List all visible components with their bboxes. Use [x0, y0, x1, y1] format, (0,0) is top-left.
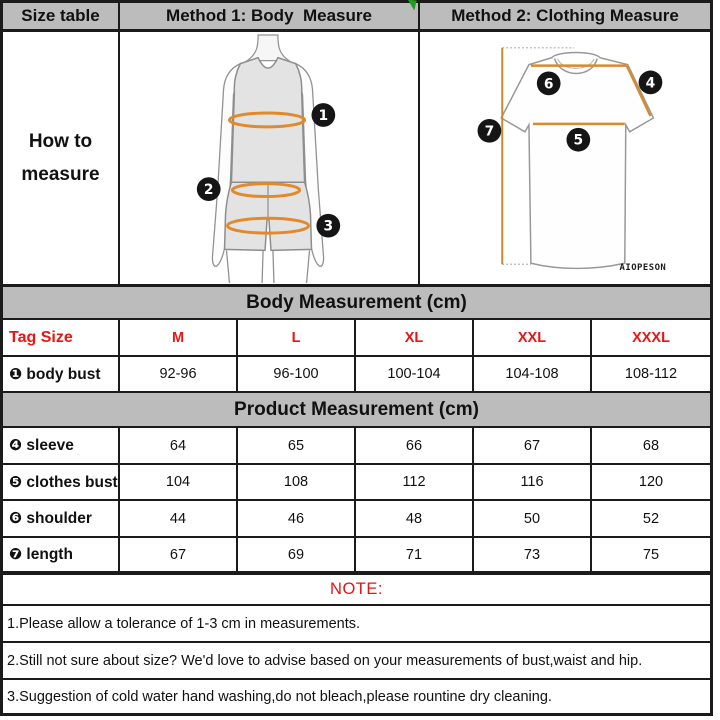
cell-value: 50: [474, 501, 592, 536]
how-to-measure-label: How to measure: [3, 32, 120, 284]
clothes-bust-row: [3, 465, 710, 501]
tshirt-illustration: [420, 32, 710, 284]
shoulder-row: [3, 501, 710, 538]
diagram-row: [3, 32, 710, 287]
cell-value: 108: [238, 465, 356, 499]
figure-neck: [247, 35, 289, 61]
measure-badge-3: [316, 214, 340, 238]
svg-text:6: 6: [543, 76, 554, 93]
cell-value: 116: [474, 465, 592, 499]
cell-value: 66: [356, 428, 474, 463]
measure-badge-5: [566, 128, 590, 152]
cell-value: 96-100: [238, 357, 356, 391]
method1-header: Method 1: Body Measure: [120, 3, 420, 29]
cell-value: 100-104: [356, 357, 474, 391]
cell-value: 68: [642, 437, 660, 454]
tag-size-label: Tag Size: [3, 320, 120, 355]
brand-label: AIOPESON: [619, 263, 667, 274]
size-header-xxxl: XXXL: [632, 329, 670, 346]
cell-value: 48: [356, 501, 474, 536]
method2-header: Method 2: Clothing Measure: [451, 6, 679, 25]
sleeve-row: [3, 428, 710, 465]
svg-text:4: 4: [645, 75, 656, 92]
measure-badge-7: [478, 119, 502, 143]
cell-value: 52: [642, 510, 660, 527]
size-header-l: L: [238, 320, 356, 355]
cell-value: 67: [474, 428, 592, 463]
cell-value: 75: [642, 546, 660, 563]
note-item-2: 2.Still not sure about size? We'd love to advise based on your measurements of bust,waist and hip.: [3, 643, 710, 680]
measure-badge-6: [537, 72, 561, 96]
cell-value: 108-112: [624, 366, 678, 382]
row-label: ❶ body bust: [3, 357, 120, 391]
cell-value: 92-96: [120, 357, 238, 391]
cell-value: 44: [120, 501, 238, 536]
tshirt-outline: [501, 53, 653, 269]
product-measurement-band: Product Measurement (cm): [3, 393, 710, 428]
cell-value: 64: [120, 428, 238, 463]
tag-size-row: [3, 320, 710, 357]
figure-legs: [227, 250, 310, 283]
measure-badge-2: [197, 177, 221, 201]
cell-value: 67: [120, 538, 238, 571]
row-label: ❹ sleeve: [3, 428, 120, 463]
cell-value: 69: [238, 538, 356, 571]
top-header-row: [3, 3, 710, 32]
svg-text:7: 7: [484, 123, 495, 140]
cell-value: 73: [474, 538, 592, 571]
note-item-1: 1.Please allow a tolerance of 1-3 cm in measurements.: [3, 606, 710, 643]
body-figure-illustration: [120, 32, 418, 284]
clothing-measure-diagram: [420, 32, 710, 284]
size-header-xxl: XXL: [474, 320, 592, 355]
cell-value: 104: [120, 465, 238, 499]
body-measurement-band: Body Measurement (cm): [3, 287, 710, 320]
size-header-xl: XL: [356, 320, 474, 355]
cell-value: 46: [238, 501, 356, 536]
green-corner-mark: [406, 0, 416, 11]
measure-badge-4: [639, 71, 663, 95]
svg-text:2: 2: [203, 182, 214, 199]
note-title: NOTE:: [3, 575, 710, 606]
cell-value: 65: [238, 428, 356, 463]
measure-badge-1: [311, 103, 335, 127]
svg-text:1: 1: [318, 107, 329, 124]
svg-text:5: 5: [573, 132, 584, 149]
row-label: ❼ length: [3, 538, 120, 571]
size-header-m: M: [120, 320, 238, 355]
figure-tank-top: [231, 58, 304, 186]
body-measure-diagram: [120, 32, 420, 284]
cell-value: 112: [356, 465, 474, 499]
size-table-header: Size table: [3, 3, 120, 29]
row-label: ❺ clothes bust: [3, 465, 120, 499]
note-item-3: 3.Suggestion of cold water hand washing,do not bleach,please rountine dry cleaning.: [3, 680, 710, 713]
cell-value: 104-108: [474, 357, 592, 391]
length-row: [3, 538, 710, 575]
svg-text:3: 3: [323, 218, 334, 235]
row-label: ❻ shoulder: [3, 501, 120, 536]
cell-value: 71: [356, 538, 474, 571]
body-bust-row: [3, 357, 710, 393]
cell-value: 120: [638, 474, 664, 490]
